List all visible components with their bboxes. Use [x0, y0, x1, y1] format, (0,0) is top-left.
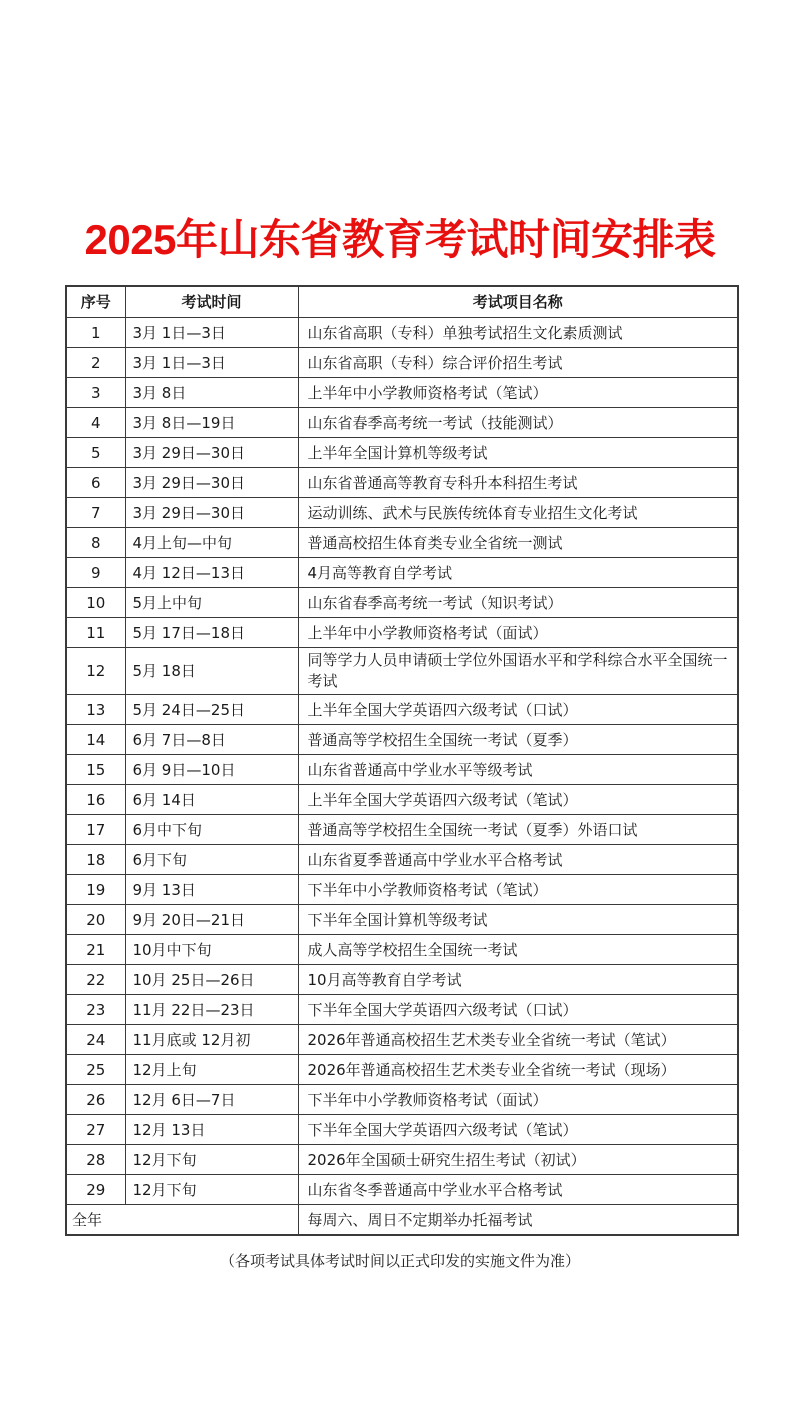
row-number: 19 [66, 875, 125, 905]
header-exam-name: 考试项目名称 [298, 286, 738, 318]
row-exam-name: 下半年全国计算机等级考试 [298, 905, 738, 935]
row-time: 12月 6日—7日 [125, 1085, 298, 1115]
table-row [66, 408, 738, 438]
row-exam-name: 下半年中小学教师资格考试（笔试） [298, 875, 738, 905]
row-number: 13 [66, 695, 125, 725]
row-time: 3月 1日—3日 [125, 348, 298, 378]
row-time: 3月 29日—30日 [125, 498, 298, 528]
row-exam-name: 运动训练、武术与民族传统体育专业招生文化考试 [298, 498, 738, 528]
table-row [66, 1145, 738, 1175]
row-number: 4 [66, 408, 125, 438]
row-number: 17 [66, 815, 125, 845]
table-row [66, 755, 738, 785]
row-number: 12 [66, 648, 125, 695]
row-time: 4月上旬—中旬 [125, 528, 298, 558]
table-row [66, 438, 738, 468]
year-round-time: 全年 [66, 1205, 298, 1236]
row-number: 8 [66, 528, 125, 558]
row-exam-name: 下半年中小学教师资格考试（面试） [298, 1085, 738, 1115]
row-exam-name: 上半年中小学教师资格考试（笔试） [298, 378, 738, 408]
row-time: 6月 7日—8日 [125, 725, 298, 755]
row-number: 7 [66, 498, 125, 528]
row-exam-name: 普通高校招生体育类专业全省统一测试 [298, 528, 738, 558]
row-time: 5月 17日—18日 [125, 618, 298, 648]
row-exam-name: 成人高等学校招生全国统一考试 [298, 935, 738, 965]
row-exam-name: 普通高等学校招生全国统一考试（夏季）外语口试 [298, 815, 738, 845]
row-number: 28 [66, 1145, 125, 1175]
row-number: 10 [66, 588, 125, 618]
row-number: 16 [66, 785, 125, 815]
row-exam-name: 2026年全国硕士研究生招生考试（初试） [298, 1145, 738, 1175]
row-number: 2 [66, 348, 125, 378]
table-row [66, 618, 738, 648]
row-exam-name: 山东省高职（专科）综合评价招生考试 [298, 348, 738, 378]
row-time: 12月上旬 [125, 1055, 298, 1085]
table-row-year-round [66, 1205, 738, 1236]
table-row [66, 378, 738, 408]
row-time: 10月 25日—26日 [125, 965, 298, 995]
table-row [66, 995, 738, 1025]
row-exam-name: 山东省普通高等教育专科升本科招生考试 [298, 468, 738, 498]
row-exam-name: 同等学力人员申请硕士学位外国语水平和学科综合水平全国统一考试 [298, 648, 738, 695]
table-row [66, 1175, 738, 1205]
row-time: 3月 29日—30日 [125, 468, 298, 498]
row-time: 12月下旬 [125, 1175, 298, 1205]
row-number: 29 [66, 1175, 125, 1205]
table-row [66, 588, 738, 618]
table-row [66, 875, 738, 905]
table-row [66, 1025, 738, 1055]
row-time: 5月上中旬 [125, 588, 298, 618]
row-time: 6月中下旬 [125, 815, 298, 845]
table-row [66, 845, 738, 875]
row-exam-name: 山东省高职（专科）单独考试招生文化素质测试 [298, 318, 738, 348]
page-title: 2025年山东省教育考试时间安排表 [84, 216, 716, 263]
row-time: 12月下旬 [125, 1145, 298, 1175]
table-row [66, 785, 738, 815]
table-row [66, 725, 738, 755]
row-number: 20 [66, 905, 125, 935]
table-row [66, 528, 738, 558]
row-exam-name: 山东省冬季普通高中学业水平合格考试 [298, 1175, 738, 1205]
header-exam-time: 考试时间 [125, 286, 298, 318]
row-exam-name: 山东省春季高考统一考试（知识考试） [298, 588, 738, 618]
header-number: 序号 [66, 286, 125, 318]
row-number: 14 [66, 725, 125, 755]
row-exam-name: 上半年全国大学英语四六级考试（口试） [298, 695, 738, 725]
table-row [66, 1055, 738, 1085]
row-number: 23 [66, 995, 125, 1025]
row-time: 9月 20日—21日 [125, 905, 298, 935]
year-round-exam-name: 每周六、周日不定期举办托福考试 [298, 1205, 738, 1236]
row-exam-name: 2026年普通高校招生艺术类专业全省统一考试（笔试） [298, 1025, 738, 1055]
row-number: 3 [66, 378, 125, 408]
row-exam-name: 下半年全国大学英语四六级考试（笔试） [298, 1115, 738, 1145]
table-row [66, 965, 738, 995]
row-time: 3月 8日—19日 [125, 408, 298, 438]
table-row [66, 468, 738, 498]
row-number: 18 [66, 845, 125, 875]
row-exam-name: 普通高等学校招生全国统一考试（夏季） [298, 725, 738, 755]
row-number: 15 [66, 755, 125, 785]
row-number: 11 [66, 618, 125, 648]
row-exam-name: 山东省夏季普通高中学业水平合格考试 [298, 845, 738, 875]
table-row [66, 348, 738, 378]
row-time: 5月 24日—25日 [125, 695, 298, 725]
row-time: 9月 13日 [125, 875, 298, 905]
table-row [66, 558, 738, 588]
row-time: 10月中下旬 [125, 935, 298, 965]
table-row [66, 1115, 738, 1145]
row-time: 6月 9日—10日 [125, 755, 298, 785]
row-number: 22 [66, 965, 125, 995]
table-row [66, 318, 738, 348]
table-row [66, 695, 738, 725]
row-exam-name: 山东省春季高考统一考试（技能测试） [298, 408, 738, 438]
table-header-row [66, 286, 738, 318]
row-number: 21 [66, 935, 125, 965]
row-time: 11月 22日—23日 [125, 995, 298, 1025]
table-row [66, 648, 738, 695]
exam-schedule-table [65, 285, 739, 1236]
row-exam-name: 4月高等教育自学考试 [298, 558, 738, 588]
table-row [66, 1085, 738, 1115]
row-time: 4月 12日—13日 [125, 558, 298, 588]
row-exam-name: 上半年全国大学英语四六级考试（笔试） [298, 785, 738, 815]
row-exam-name: 2026年普通高校招生艺术类专业全省统一考试（现场） [298, 1055, 738, 1085]
table-row [66, 815, 738, 845]
row-exam-name: 上半年全国计算机等级考试 [298, 438, 738, 468]
row-exam-name: 10月高等教育自学考试 [298, 965, 738, 995]
row-number: 26 [66, 1085, 125, 1115]
row-time: 3月 8日 [125, 378, 298, 408]
row-number: 5 [66, 438, 125, 468]
table-row [66, 935, 738, 965]
table-row [66, 498, 738, 528]
row-time: 3月 29日—30日 [125, 438, 298, 468]
row-number: 25 [66, 1055, 125, 1085]
row-time: 3月 1日—3日 [125, 318, 298, 348]
row-time: 6月下旬 [125, 845, 298, 875]
row-number: 1 [66, 318, 125, 348]
row-number: 24 [66, 1025, 125, 1055]
row-time: 11月底或 12月初 [125, 1025, 298, 1055]
table-row [66, 905, 738, 935]
row-number: 27 [66, 1115, 125, 1145]
row-exam-name: 上半年中小学教师资格考试（面试） [298, 618, 738, 648]
row-time: 6月 14日 [125, 785, 298, 815]
row-exam-name: 下半年全国大学英语四六级考试（口试） [298, 995, 738, 1025]
row-number: 9 [66, 558, 125, 588]
row-exam-name: 山东省普通高中学业水平等级考试 [298, 755, 738, 785]
row-time: 5月 18日 [125, 648, 298, 695]
row-number: 6 [66, 468, 125, 498]
row-time: 12月 13日 [125, 1115, 298, 1145]
footnote: （各项考试具体考试时间以正式印发的实施文件为准） [219, 1252, 580, 1270]
